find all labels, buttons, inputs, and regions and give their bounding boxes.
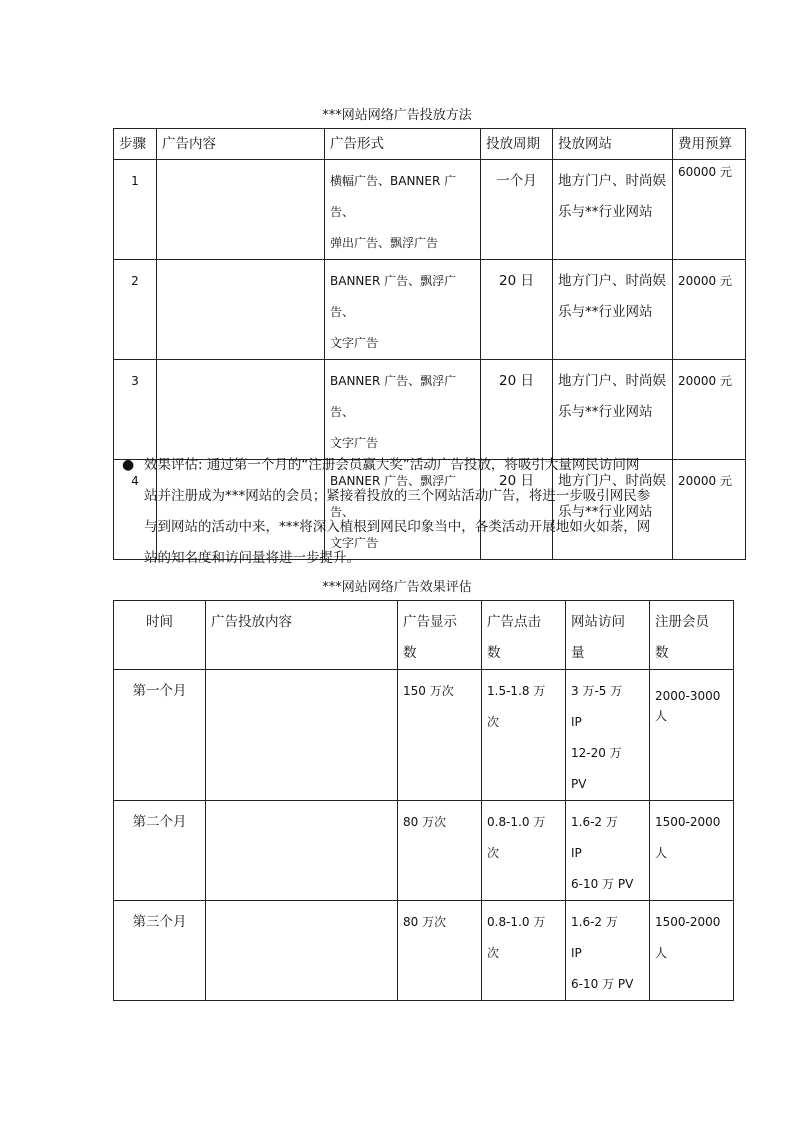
- display-count-cell: 80 万次: [398, 801, 482, 901]
- site-cell-line: 地方门户、时尚娱: [558, 273, 666, 289]
- ad-form-cell-line: BANNER 广告、飘浮广告、: [330, 274, 457, 319]
- site-cell-line: 乐与**行业网站: [558, 504, 653, 520]
- display-count-cell: 80 万次: [398, 901, 482, 1001]
- site-visits-cell-line: IP: [571, 946, 582, 960]
- budget-cell: 20000 元: [673, 260, 746, 360]
- table-row: [114, 260, 746, 360]
- ad-form-cell: [325, 260, 481, 360]
- header-site-visits-line: 网站访问: [571, 614, 625, 630]
- header-display-count-line: 广告显示: [403, 614, 457, 630]
- header-click-count-line: 广告点击: [487, 614, 541, 630]
- site-cell-line: 地方门户、时尚娱: [558, 473, 666, 489]
- placement-content-cell: [206, 801, 398, 901]
- table-row: [114, 670, 734, 801]
- placement-content-cell: [206, 670, 398, 801]
- table2-caption: ***网站网络广告效果评估: [322, 580, 472, 595]
- header-site-visits: [566, 601, 650, 670]
- ad-form-cell-line: BANNER 广告、飘浮广告、: [330, 474, 457, 519]
- site-visits-cell-line: 3 万-5 万: [571, 684, 623, 698]
- period-cell: 20 日: [481, 360, 553, 460]
- placement-content-cell: [206, 901, 398, 1001]
- site-visits-cell-line: IP: [571, 715, 582, 729]
- header-time: [114, 601, 206, 670]
- step-cell: 4: [114, 460, 157, 560]
- site-visits-cell: [566, 901, 650, 1001]
- header-site-visits-line: 量: [571, 645, 585, 661]
- click-count-cell-line: 次: [487, 946, 500, 960]
- header-site: 投放网站: [553, 129, 673, 160]
- period-cell: 20 日: [481, 460, 553, 560]
- site-cell-line: 乐与**行业网站: [558, 404, 653, 420]
- members-cell-line: 人: [655, 846, 668, 860]
- header-ad-content: 广告内容: [157, 129, 325, 160]
- header-ad-form: 广告形式: [325, 129, 481, 160]
- click-count-cell-line: 次: [487, 846, 500, 860]
- ad-form-cell-line: 横幅广告、BANNER 广告、: [330, 174, 457, 219]
- evaluation-paragraph: [122, 450, 682, 574]
- header-registered-members-line: 数: [655, 645, 669, 661]
- period-cell: 一个月: [481, 160, 553, 260]
- header-period: 投放周期: [481, 129, 553, 160]
- site-visits-cell-line: 1.6-2 万: [571, 915, 618, 929]
- click-count-cell: [482, 670, 566, 801]
- table-row: [114, 160, 746, 260]
- site-cell-line: 地方门户、时尚娱: [558, 373, 666, 389]
- header-display-count-line: 数: [403, 645, 417, 661]
- site-visits-cell-line: IP: [571, 846, 582, 860]
- site-visits-cell-line: 6-10 万 PV: [571, 877, 634, 891]
- header-click-count-line: 数: [487, 645, 501, 661]
- header-placement-content: [206, 601, 398, 670]
- table-row: [114, 901, 734, 1001]
- site-visits-cell: [566, 670, 650, 801]
- site-cell-line: 乐与**行业网站: [558, 304, 653, 320]
- period-cell: 20 日: [481, 260, 553, 360]
- site-visits-cell-line: PV: [571, 777, 587, 791]
- ad-form-cell-line: 文字广告: [330, 536, 379, 550]
- step-cell: 1: [114, 160, 157, 260]
- table1-caption: ***网站网络广告投放方法: [322, 108, 472, 123]
- ad-content-cell: [157, 360, 325, 460]
- members-cell-line: 1500-2000: [655, 815, 721, 829]
- ad-form-cell-line: 文字广告: [330, 436, 379, 450]
- members-cell: [650, 901, 734, 1001]
- step-cell: 2: [114, 260, 157, 360]
- ad-content-cell: [157, 160, 325, 260]
- time-cell: 第三个月: [114, 901, 206, 1001]
- ad-effect-table: [113, 600, 734, 1001]
- table-row: [114, 801, 734, 901]
- site-cell: [553, 360, 673, 460]
- ad-form-cell-line: 文字广告: [330, 336, 379, 350]
- members-cell-line: 人: [655, 946, 668, 960]
- members-cell-line: 2000-3000: [655, 689, 721, 703]
- paragraph-line: 效果评估: 通过第一个月的“注册会员赢大奖”活动广告投放，将吸引大量网民访问网: [144, 457, 640, 473]
- step-cell: 3: [114, 360, 157, 460]
- time-cell: 第一个月: [114, 670, 206, 801]
- site-cell: [553, 260, 673, 360]
- header-step: 步骤: [114, 129, 157, 160]
- site-cell-line: 地方门户、时尚娱: [558, 173, 666, 189]
- budget-cell: 20000 元: [673, 460, 746, 560]
- table-row: [114, 360, 746, 460]
- bullet-icon: ●: [122, 457, 135, 473]
- members-cell: [650, 670, 734, 801]
- ad-form-cell-line: BANNER 广告、飘浮广告、: [330, 374, 457, 419]
- click-count-cell-line: 0.8-1.0 万: [487, 915, 546, 929]
- paragraph-line: 站的知名度和访问量将进一步提升。: [144, 550, 360, 566]
- paragraph-line: 与到网站的活动中来，***将深入植根到网民印象当中，各类活动开展地如火如荼，网: [144, 519, 651, 535]
- time-cell: 第二个月: [114, 801, 206, 901]
- site-visits-cell: [566, 801, 650, 901]
- budget-cell: 20000 元: [673, 360, 746, 460]
- header-time-line: 时间: [146, 614, 173, 630]
- members-cell: [650, 801, 734, 901]
- members-cell-line: 人: [655, 709, 668, 723]
- click-count-cell-line: 1.5-1.8 万: [487, 684, 546, 698]
- header-registered-members: [650, 601, 734, 670]
- ad-form-cell-line: 弹出广告、飘浮广告: [330, 236, 439, 250]
- members-cell-line: 1500-2000: [655, 915, 721, 929]
- header-budget: 费用预算: [673, 129, 746, 160]
- site-visits-cell-line: 6-10 万 PV: [571, 977, 634, 991]
- site-visits-cell-line: 1.6-2 万: [571, 815, 618, 829]
- click-count-cell-line: 0.8-1.0 万: [487, 815, 546, 829]
- paragraph-line: 站并注册成为***网站的会员；紧接着投放的三个网站活动广告，将进一步吸引网民参: [144, 488, 651, 504]
- site-cell: [553, 160, 673, 260]
- header-display-count: [398, 601, 482, 670]
- ad-form-cell: [325, 360, 481, 460]
- site-cell-line: 乐与**行业网站: [558, 204, 653, 220]
- click-count-cell-line: 次: [487, 715, 500, 729]
- ad-form-cell: [325, 160, 481, 260]
- ad-content-cell: [157, 260, 325, 360]
- click-count-cell: [482, 901, 566, 1001]
- header-click-count: [482, 601, 566, 670]
- header-placement-content-line: 广告投放内容: [211, 614, 292, 630]
- header-registered-members-line: 注册会员: [655, 614, 709, 630]
- site-visits-cell-line: 12-20 万: [571, 746, 622, 760]
- budget-cell: 60000 元: [673, 160, 746, 260]
- click-count-cell: [482, 801, 566, 901]
- display-count-cell: 150 万次: [398, 670, 482, 801]
